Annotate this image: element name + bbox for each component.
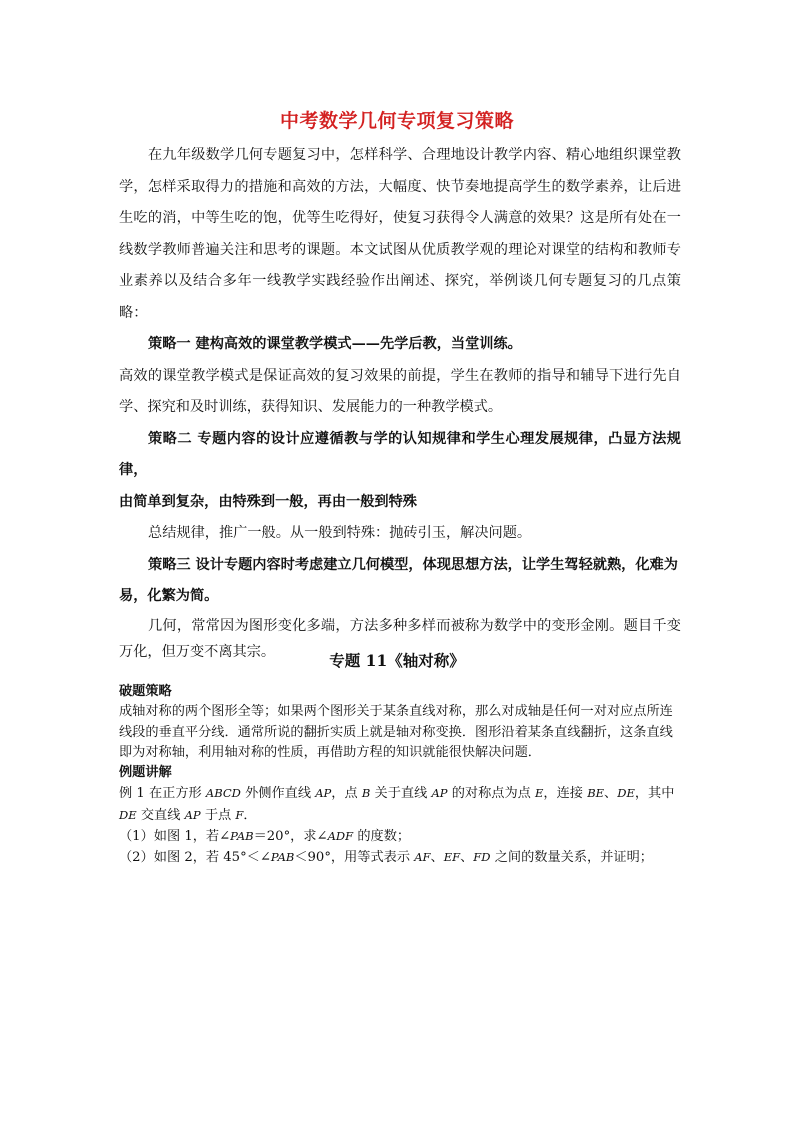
strategy1-heading: 策略一 建构高效的课堂教学模式——先学后教，当堂训练。 xyxy=(148,336,522,352)
text-run: ，其中 xyxy=(634,786,675,802)
strategy1-line: 探究和及时训练，获得知识、发展能力的一种教学模式。 xyxy=(147,399,503,415)
intro-line: 结合多年一线教学实践经验作出阐述、探究，举例谈几何专题复习的几点策略： xyxy=(119,273,681,321)
math-var: F xyxy=(235,807,244,822)
breaking-heading: 破题策略 xyxy=(119,684,172,699)
strategy2-heading xyxy=(119,424,681,487)
math-var: DE xyxy=(119,807,137,822)
text-run: 、 xyxy=(430,850,444,866)
math-var: ABCD xyxy=(205,786,241,801)
topic-section xyxy=(119,682,681,869)
text-run: 于点 xyxy=(200,807,236,823)
strategy1-line: 高效的课堂教学模式是保证高效的复习效果的前提，学生在教师的指导和辅导下进行先自学、 xyxy=(119,367,681,415)
math-var: AP xyxy=(431,786,448,801)
math-var: AP xyxy=(315,786,332,801)
text-run: 的度数； xyxy=(353,829,411,845)
text-run: 例 1 在正方形 xyxy=(119,786,206,802)
breaking-paragraph xyxy=(119,702,681,763)
text-run: ＜90°，用等式表示 xyxy=(294,850,415,866)
text-run: 的对称点为点 xyxy=(447,786,536,802)
strategy2-heading-line: 策略二 专题内容的设计应遵循教与学的认知规律和学生心理发展规律，凸显方法规律， xyxy=(119,430,681,478)
intro-line: 消，中等生吃的饱，优等生吃得好，使复习获得令人满意的效果？这是所有处在一线数学教 xyxy=(119,210,681,258)
text-run: ，点 xyxy=(331,786,362,802)
text-run: 之间的数量关系，并证明； xyxy=(490,850,653,866)
strategy3-heading-line: 策略三 设计专题内容时考虑建立几何模型，体现思想方法，让学生驾轻就熟，化难为 xyxy=(148,556,678,573)
essay-body xyxy=(119,140,681,665)
math-var: DE xyxy=(617,786,635,801)
example-statement xyxy=(119,783,681,826)
text-run: （1）如图 1，若∠ xyxy=(119,829,231,845)
math-var: BE xyxy=(587,786,605,801)
intro-line: 在九年级数学几何专题复习中，怎样科学、合理地设计教学内容、精心地组织课堂教学， xyxy=(119,147,681,195)
breaking-line: 这条直线即为对称轴，利用轴对称的性质，再借助方程的知识就能很快解决问题． xyxy=(119,724,673,760)
strategy1-body xyxy=(119,361,681,424)
strategy2-heading-cont: 由简单到复杂，由特殊到一般，再由一般到特殊 xyxy=(119,493,417,510)
page-title: 中考数学几何专项复习策略 xyxy=(279,110,514,132)
text-run: 、 xyxy=(604,786,618,802)
text-run: ，连接 xyxy=(543,786,588,802)
text-run: 外侧作直线 xyxy=(240,786,316,802)
intro-line: 师普遍关注和思考的课题。本文试图从优质教学观的理论对课堂的结构和教师专业素养以及 xyxy=(119,241,681,289)
math-var: FD xyxy=(473,850,491,865)
math-var: ADF xyxy=(327,829,354,844)
math-var: PAB xyxy=(230,829,254,844)
text-run: 交直线 xyxy=(136,807,185,823)
intro-line: 怎样采取得力的措施和高效的方法，大幅度、快节奏地提高学生的数学素养，让后进生吃的 xyxy=(119,178,681,226)
text-run: ． xyxy=(243,807,257,823)
example-heading: 例题讲解 xyxy=(119,765,172,781)
strategy3-line: 化，但万变不离其宗。 xyxy=(133,643,276,660)
intro-paragraph xyxy=(119,140,681,329)
math-var: PAB xyxy=(270,850,295,865)
text-run: 关于直线 xyxy=(370,786,432,802)
math-var: B xyxy=(361,786,371,801)
text-run: （2）如图 2，若 45°＜∠ xyxy=(119,850,271,866)
math-var: AP xyxy=(184,807,201,822)
topic-heading: 专题 11《轴对称》 xyxy=(329,651,465,670)
text-run: 、 xyxy=(460,850,474,866)
math-var: AF xyxy=(414,850,431,865)
math-var: EF xyxy=(443,850,461,865)
strategy2-body: 总结规律，推广一般。从一般到特殊：抛砖引玉，解决问题。 xyxy=(148,525,532,541)
strategy3-line: 几何，常常因为图形变化多端，方法多种多样而被称为数学中的变形金刚。题目千变万 xyxy=(119,617,681,660)
math-var: E xyxy=(535,786,544,801)
breaking-line: 成轴对称的两个图形全等；如果两个图形关于某条直线对称，那么对成轴是任何一对对应点 xyxy=(119,704,647,720)
strategy3-heading-cont: 易，化繁为简。 xyxy=(119,588,219,604)
question-2 xyxy=(119,847,681,868)
question-1 xyxy=(119,826,681,847)
strategy3-heading xyxy=(119,550,681,582)
text-run: ＝20°，求∠ xyxy=(253,829,328,845)
breaking-line: 所连线段的垂直平分线．通常所说的翻折实质上就是轴对称变换．图形沿着某条直线翻折， xyxy=(119,704,673,740)
